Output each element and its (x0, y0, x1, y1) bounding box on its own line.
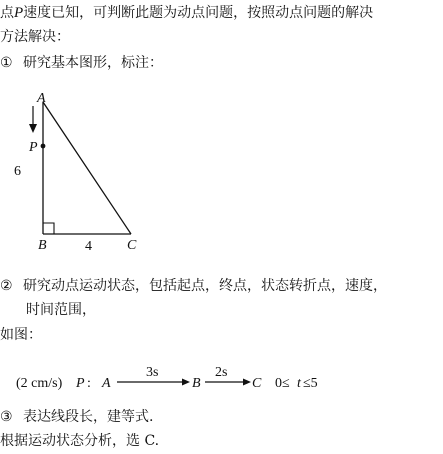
label-c: C (127, 238, 137, 253)
motion-end: C (252, 376, 262, 391)
motion-time-1: 3s (146, 365, 159, 380)
label-p: P (29, 140, 38, 155)
as-figure-label: 如图： (0, 327, 42, 343)
arrow-right-icon (205, 379, 251, 386)
triangle-abc (43, 102, 131, 234)
step2-number: ② (0, 278, 13, 294)
triangle-figure (0, 88, 160, 260)
label-a: A (37, 91, 46, 106)
motion-range-upper: ≤5 (303, 376, 318, 391)
intro-line-1 (0, 3, 373, 23)
motion-colon: : (87, 376, 91, 391)
side-ac (43, 102, 131, 234)
intro-rest: 速度已知，可判断此题为动点问题，按照动点问题的解决 (23, 5, 374, 21)
intro-line-2: 方法解决： (0, 29, 70, 45)
step1-text: 研究基本图形，标注： (23, 55, 164, 71)
motion-range-var: t (297, 376, 301, 391)
length-bc-label: 4 (85, 239, 92, 254)
motion-start: A (102, 376, 111, 391)
intro-prefix: 点 (0, 5, 14, 21)
right-angle-mark (43, 223, 54, 234)
step2-line (0, 276, 387, 296)
motion-speed: (2 cm/s) (16, 376, 63, 391)
down-arrow-icon (29, 106, 37, 133)
label-b: B (38, 238, 47, 253)
motion-point: P (76, 376, 85, 391)
point-p-dot (41, 144, 46, 149)
motion-time-2: 2s (215, 365, 228, 380)
step3-text: 表达线段长，建等式. (23, 409, 154, 425)
step2-text: 研究动点运动状态，包括起点，终点，状态转折点，速度， (23, 278, 388, 294)
conclusion-line: 根据运动状态分析，选 C. (0, 433, 160, 449)
motion-range-lower: 0≤ (275, 376, 290, 391)
step1-number: ① (0, 55, 13, 71)
length-ab-label: 6 (14, 164, 21, 179)
step3-line (0, 407, 153, 427)
step3-number: ③ (0, 409, 13, 425)
intro-point-var: P (14, 5, 24, 21)
step1-line (0, 53, 163, 73)
step2-line-cont: 时间范围， (26, 302, 96, 318)
motion-mid: B (192, 376, 201, 391)
motion-diagram (0, 362, 360, 398)
